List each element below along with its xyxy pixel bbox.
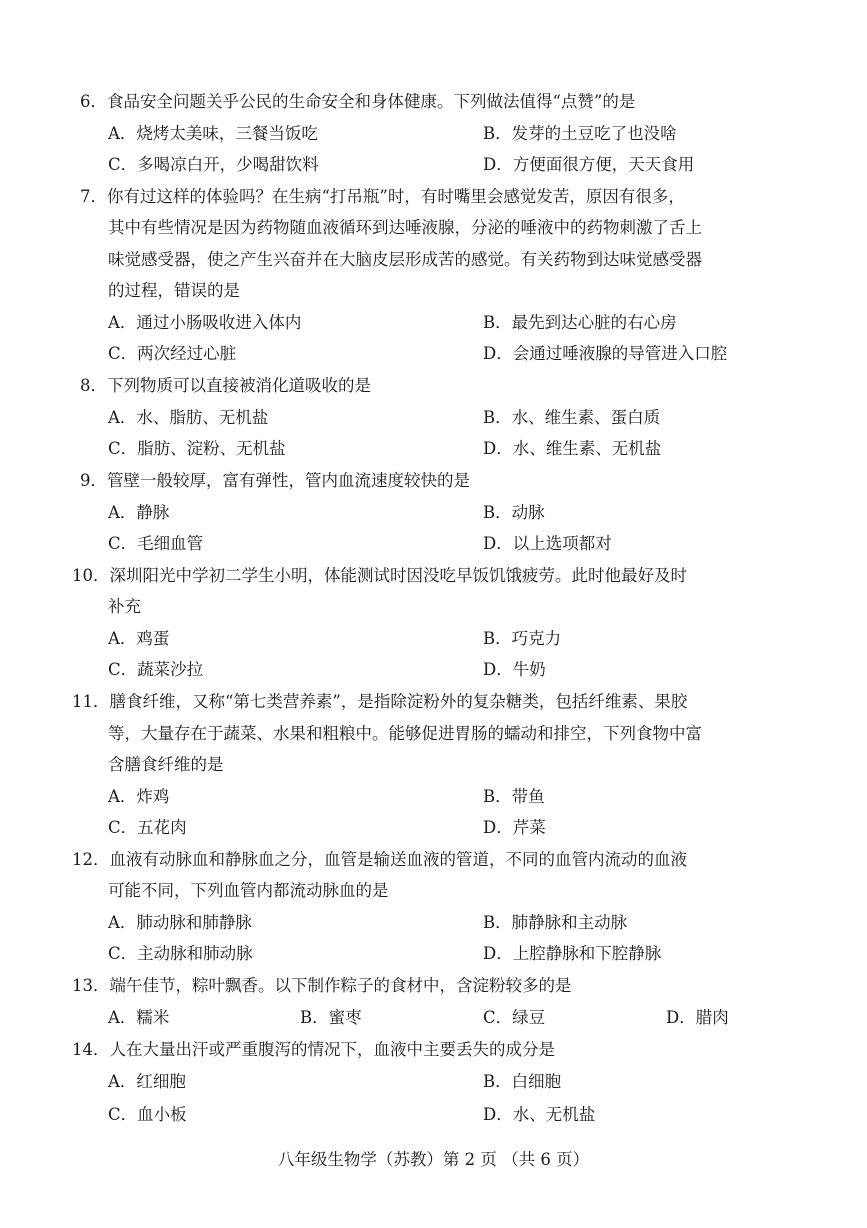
question-14-option-b: B．白细胞 [483,1072,562,1091]
question-10-option-c: C．蔬菜沙拉 [108,660,204,679]
question-12-option-c: C．主动脉和肺动脉 [108,944,253,963]
question-14-option-a: A．红细胞 [108,1072,186,1091]
question-10-stem: 10．深圳阳光中学初二学生小明，体能测试时因没吃早饭饥饿疲劳。此时他最好及时 [72,566,687,585]
question-8-stem: 8．下列物质可以直接被消化道吸收的是 [80,376,371,395]
question-10-option-d: D．牛奶 [483,660,546,679]
question-10-option-a: A．鸡蛋 [108,629,170,648]
question-9-option-a: A．静脉 [108,503,170,522]
question-10-stem-line: 补充 [108,597,141,616]
question-13-option-d: D．腊肉 [666,1008,729,1027]
question-14-option-d: D．水、无机盐 [483,1105,596,1124]
question-7-option-d: D．会通过唾液腺的导管进入口腔 [483,344,728,363]
question-8-option-d: D．水、维生素、无机盐 [483,439,662,458]
question-13-option-a: A．糯米 [108,1008,170,1027]
question-14-stem: 14．人在大量出汗或严重腹泻的情况下，血液中主要丢失的成分是 [72,1040,555,1059]
question-6-stem: 6．食品安全问题关乎公民的生命安全和身体健康。下列做法值得“点赞”的是 [80,92,636,111]
question-11-option-d: D．芹菜 [483,818,546,837]
question-11-stem: 11．膳食纤维，又称“第七类营养素”，是指除淀粉外的复杂糖类，包括纤维素、果胶 [72,692,688,711]
question-8-option-a: A．水、脂肪、无机盐 [108,408,269,427]
question-6-option-c: C．多喝凉白开，少喝甜饮料 [108,155,319,174]
question-11-option-b: B．带鱼 [483,787,545,806]
question-12-stem: 12．血液有动脉血和静脉血之分，血管是输送血液的管道，不同的血管内流动的血液 [72,850,687,869]
question-7-option-a: A．通过小肠吸收进入体内 [108,313,302,332]
question-11-option-c: C．五花肉 [108,818,187,837]
question-9-stem: 9．管壁一般较厚，富有弹性，管内血流速度较快的是 [80,471,470,490]
question-11-stem-line: 含膳食纤维的是 [108,755,224,774]
question-8-option-b: B．水、维生素、蛋白质 [483,408,661,427]
question-13-stem: 13．端午佳节，粽叶飘香。以下制作粽子的食材中，含淀粉较多的是 [72,976,572,995]
question-7-option-b: B．最先到达心脏的右心房 [483,313,677,332]
question-8-option-c: C．脂肪、淀粉、无机盐 [108,439,286,458]
question-6-option-a: A．烧烤太美味，三餐当饭吃 [108,124,318,143]
question-12-option-d: D．上腔静脉和下腔静脉 [483,944,662,963]
question-10-option-b: B．巧克力 [483,629,562,648]
question-7-stem-line: 的过程，错误的是 [108,281,240,300]
question-7-stem: 7．你有过这样的体验吗？在生病“打吊瓶”时，有时嘴里会感觉发苦，原因有很多， [80,187,685,206]
question-12-option-b: B．肺静脉和主动脉 [483,913,628,932]
question-11-stem-line: 等，大量存在于蔬菜、水果和粗粮中。能够促进胃肠的蠕动和排空，下列食物中富 [108,724,702,743]
question-14-option-c: C．血小板 [108,1105,187,1124]
question-13-option-b: B．蜜枣 [300,1008,362,1027]
question-6-option-d: D．方便面很方便，天天食用 [483,155,695,174]
question-7-option-c: C．两次经过心脏 [108,344,237,363]
question-12-stem-line: 可能不同，下列血管内都流动脉血的是 [108,881,389,900]
question-7-stem-line: 味觉感受器，使之产生兴奋并在大脑皮层形成苦的感觉。有关药物到达味觉感受器 [108,250,702,269]
question-12-option-a: A．肺动脉和肺静脉 [108,913,252,932]
question-7-stem-line: 其中有些情况是因为药物随血液循环到达唾液腺，分泌的唾液中的药物刺激了舌上 [108,218,702,237]
page-footer: 八年级生物学（苏教）第 2 页 （共 6 页） [277,1150,590,1169]
question-11-option-a: A．炸鸡 [108,787,170,806]
question-9-option-c: C．毛细血管 [108,534,204,553]
question-6-option-b: B．发芽的土豆吃了也没啥 [483,124,677,143]
question-9-option-b: B．动脉 [483,503,545,522]
question-9-option-d: D．以上选项都对 [483,534,612,553]
question-13-option-c: C．绿豆 [483,1008,546,1027]
